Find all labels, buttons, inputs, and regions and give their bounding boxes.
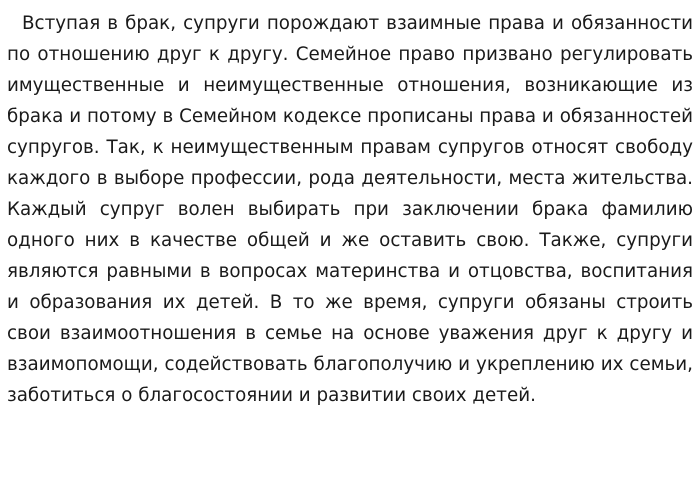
- body-paragraph: Вступая в брак, супруги порождают взаимные права и обязанности по отношению друг к другу. Семейное право призвано регулировать имущественные и неимущественные отношения, возникающие из брака и потому в Семейном кодексе прописаны права и обязанностей супругов. Так, к неимущественным правам супругов относят свободу каждого в выборе профессии, рода деятельности, места жительства. Каждый супруг волен выбирать при заключении брака фамилию одного них в качестве общей и же оставить свою. Также, супруги являются равными в вопросах материнства и отцовства, воспитания и образования их детей. В то же время, супруги обязаны строить свои взаимоотношения в семье на основе уважения друг к другу и взаимопомощи, содействовать благополучию и укреплению их семьи, заботиться о благосостоянии и развитии своих детей.: [7, 13, 693, 406]
